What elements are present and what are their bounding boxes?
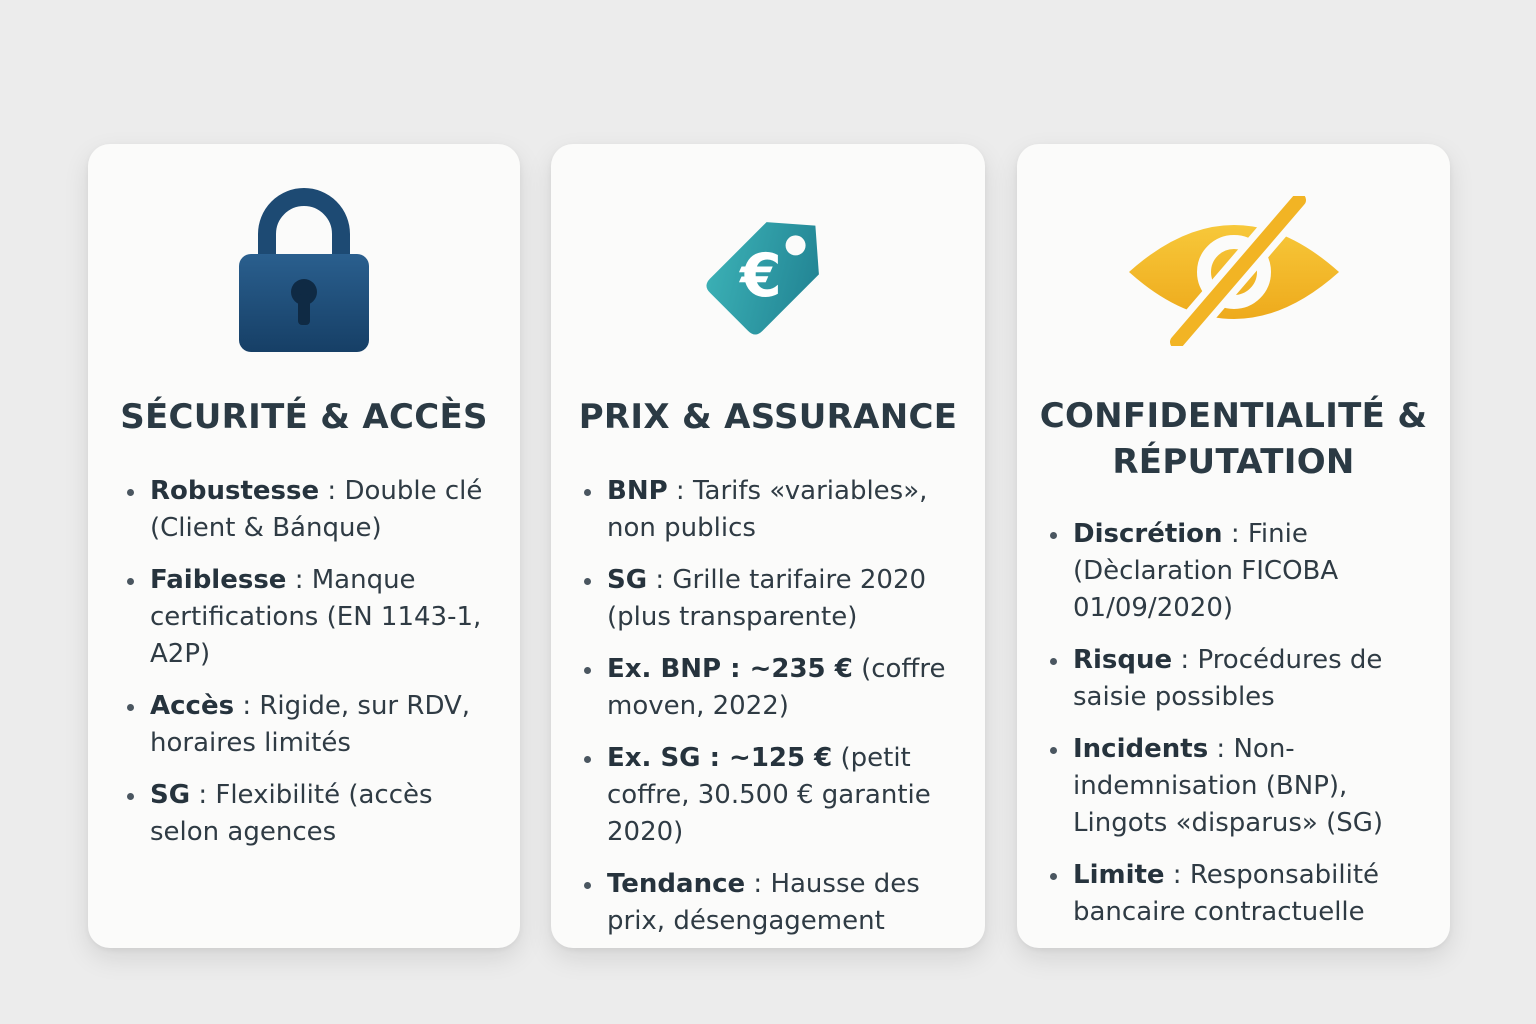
list-item [150,777,500,851]
list-item [150,562,500,673]
bullet-separator [832,743,840,773]
list-item [1073,516,1433,627]
list-item [1073,731,1433,842]
bullet-label: Limite [1073,860,1165,890]
bullet-separator: : [190,780,216,810]
bullet-label: Faiblesse [150,565,287,595]
bullet-text: Flexibilité (accès selon agences [150,780,433,847]
bullet-separator: : [1222,519,1248,549]
bullet-text: (coffre moven, 2022) [607,654,946,721]
bullet-label: BNP [607,476,668,506]
bullet-text: Tarifs «variables», non publics [607,476,928,543]
eye-slash-icon [1127,196,1341,350]
bullet-list [150,473,500,866]
bullet-list [607,473,977,955]
bullet-label: Robustesse [150,476,320,506]
card-title: CONFIDENTIALITÉ & RÉPUTATION [1039,396,1428,482]
list-item [607,866,977,940]
bullet-text: Responsabilité bancaire contractuelle [1073,860,1380,927]
bullet-label: Risque [1073,645,1173,675]
bullet-list [1073,516,1433,946]
bullet-text: Manque certifications (EN 1143-1, A2P) [150,565,482,669]
bullet-text: Rigide, sur RDV, horaires limités [150,691,471,758]
bullet-separator: : [745,869,771,899]
list-item [1073,642,1433,716]
list-item [607,473,977,547]
bullet-separator [853,654,861,684]
bullet-label: Discrétion [1073,519,1223,549]
list-item [607,562,977,636]
bullet-separator: : [647,565,673,595]
bullet-label: SG [607,565,648,595]
card-confidentiality-reputation [1017,144,1450,948]
bullet-text: Grille tarifaire 2020 (plus transparente) [607,565,927,632]
bullet-label: Accès [150,691,235,721]
bullet-separator: : [234,691,260,721]
list-item [607,651,977,725]
card-price-insurance [551,144,985,948]
list-item [150,688,500,762]
list-item [150,473,500,547]
bullet-text: Finie (Dèclaration FICOBA 01/09/2020) [1073,519,1339,623]
bullet-text: (petit coffre, 30.500 € garantie 2020) [607,743,931,847]
bullet-label: SG [150,780,191,810]
lock-icon [237,182,371,358]
list-item [607,740,977,851]
bullet-text: Procédures de saisie possibles [1073,645,1383,712]
bullet-label: Ex. BNP : ~235 € [607,654,853,684]
bullet-text: Non-indemnisation (BNP), Lingots «disparus» (SG) [1073,734,1384,838]
bullet-separator: : [667,476,693,506]
list-item [1073,857,1433,931]
card-title: PRIX & ASSURANCE [578,397,958,437]
card-title: SÉCURITÉ & ACCÈS [120,397,488,437]
bullet-separator: : [1208,734,1234,764]
bullet-separator: : [286,565,312,595]
bullet-text: Double clé (Client & Bánque) [150,476,483,543]
bullet-separator: : [1172,645,1198,675]
bullet-separator: : [1164,860,1190,890]
bullet-label: Incidents [1073,734,1209,764]
euro-price-tag-icon [683,188,853,362]
card-security-access [88,144,520,948]
bullet-label: Tendance [607,869,746,899]
bullet-separator: : [319,476,345,506]
bullet-text: Hausse des prix, désengagement [607,869,920,936]
bullet-label: Ex. SG : ~125 € [607,743,833,773]
svg-text:€: € [740,241,782,311]
